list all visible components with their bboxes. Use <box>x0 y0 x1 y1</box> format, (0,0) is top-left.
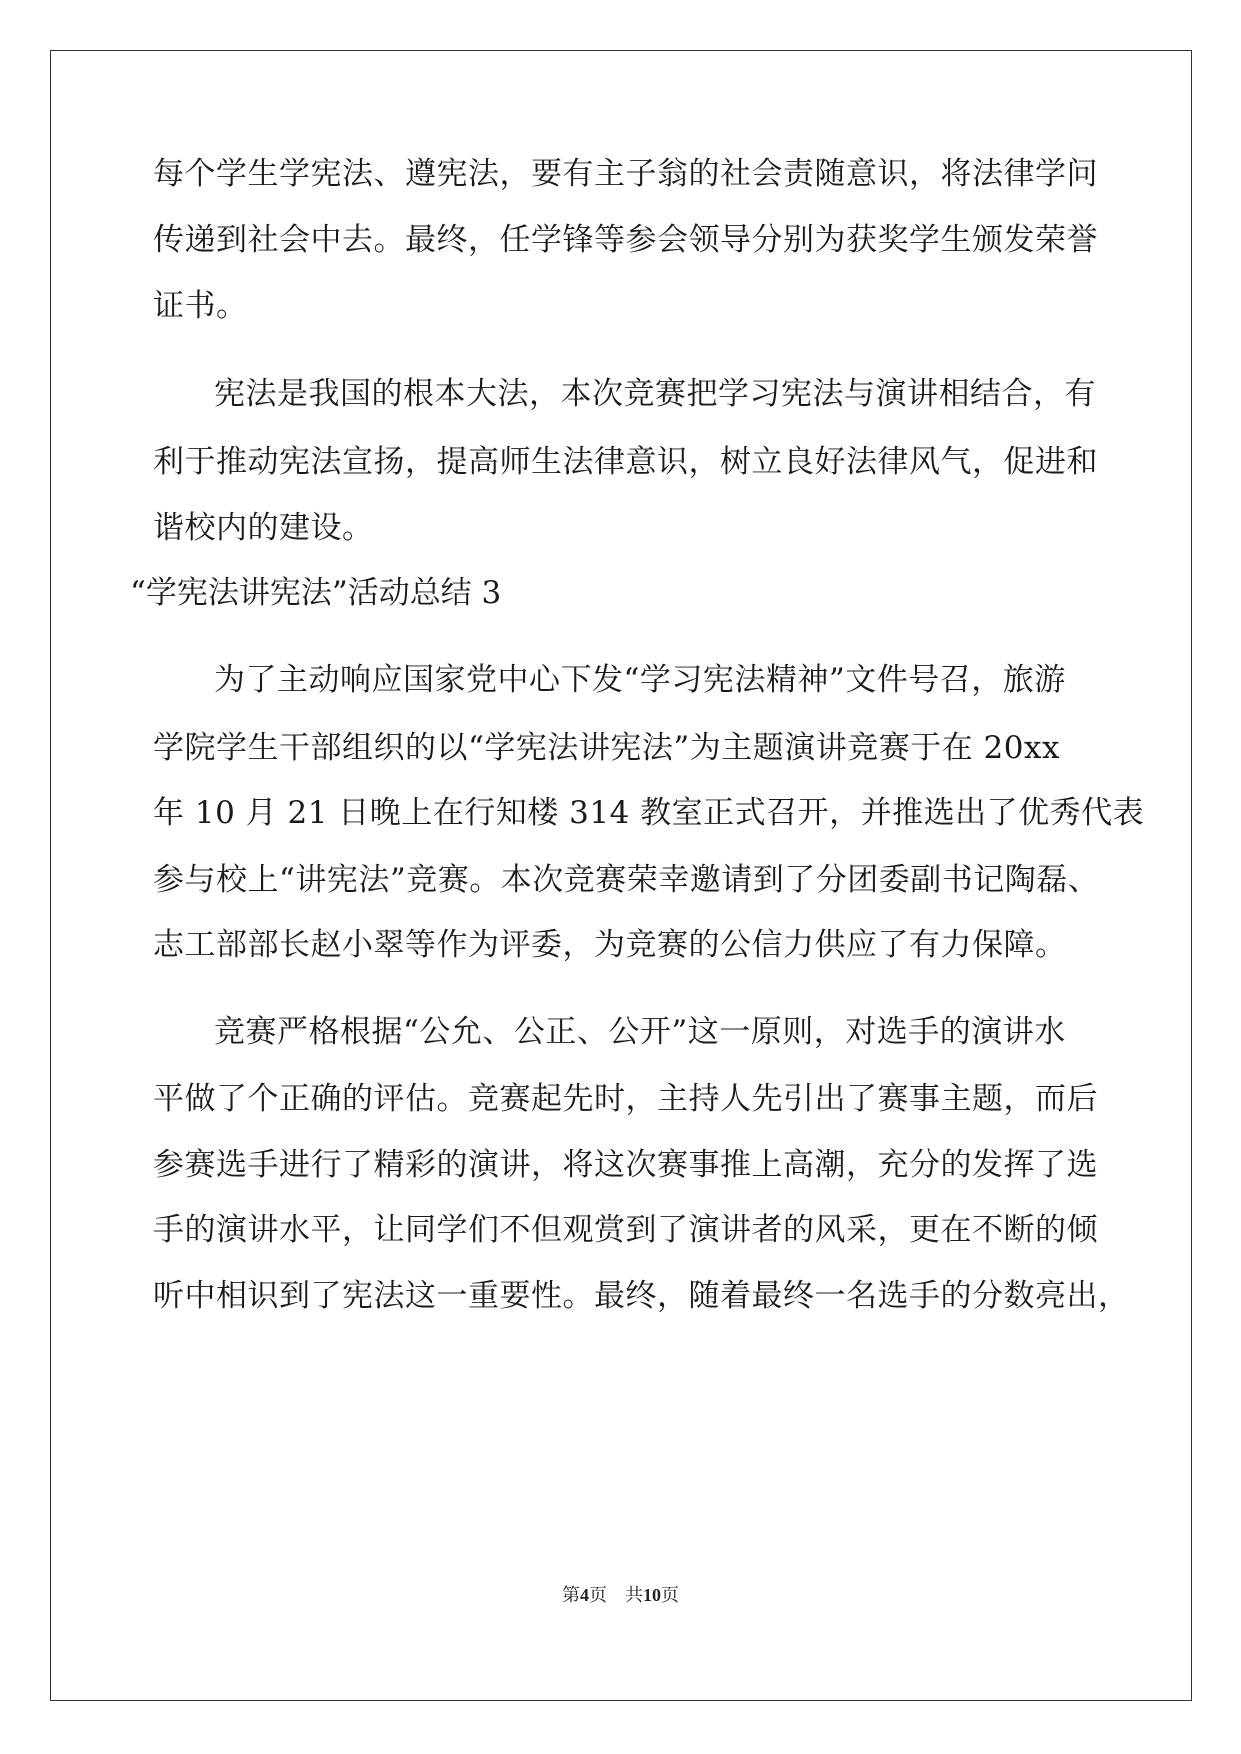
footer-middle: 页 共 <box>589 1585 643 1605</box>
paragraph-line: 听中相识到了宪法这一重要性。最终，随着最终一名选手的分数亮出， <box>153 1278 1130 1314</box>
paragraph-line: 证书。 <box>153 288 248 324</box>
footer-prefix: 第 <box>562 1585 580 1605</box>
total-pages-number: 10 <box>643 1585 661 1605</box>
paragraph-line: 每个学生学宪法、遵宪法，要有主子翁的社会责随意识，将法律学问 <box>153 156 1098 192</box>
paragraph-line: 志工部部长赵小翠等作为评委，为竞赛的公信力供应了有力保障。 <box>153 927 1067 963</box>
paragraph-line: 传递到社会中去。最终，任学锋等参会领导分别为获奖学生颁发荣誉 <box>153 222 1098 258</box>
paragraph-line: 为了主动响应国家党中心下发“学习宪法精神”文件号召，旅游 <box>214 662 1066 698</box>
paragraph-line: 竞赛严格根据“公允、公正、公开”这一原则，对选手的演讲水 <box>214 1014 1066 1050</box>
paragraph-line: 学院学生干部组织的以“学宪法讲宪法”为主题演讲竞赛于在 20xx <box>153 730 1060 766</box>
paragraph-line: 参与校上“讲宪法”竞赛。本次竞赛荣幸邀请到了分团委副书记陶磊、 <box>153 862 1100 898</box>
paragraph-line: 宪法是我国的根本大法，本次竞赛把学习宪法与演讲相结合，有 <box>214 376 1096 412</box>
page-footer <box>0 1583 1241 1607</box>
current-page-number: 4 <box>580 1585 589 1605</box>
paragraph-line: 平做了个正确的评估。竞赛起先时，主持人先引出了赛事主题，而后 <box>153 1081 1098 1117</box>
paragraph-line: 利于推动宪法宣扬，提高师生法律意识，树立良好法律风气，促进和 <box>153 444 1098 480</box>
paragraph-line: 手的演讲水平，让同学们不但观赏到了演讲者的风采，更在不断的倾 <box>153 1212 1098 1248</box>
paragraph-line: 年 10 月 21 日晚上在行知楼 314 教室正式召开，并推选出了优秀代表 <box>153 795 1145 831</box>
footer-suffix: 页 <box>661 1585 679 1605</box>
section-heading: “学宪法讲宪法”活动总结 3 <box>130 575 502 611</box>
paragraph-line: 参赛选手进行了精彩的演讲，将这次赛事推上高潮，充分的发挥了选 <box>153 1147 1098 1183</box>
paragraph-line: 谐校内的建设。 <box>153 510 374 546</box>
